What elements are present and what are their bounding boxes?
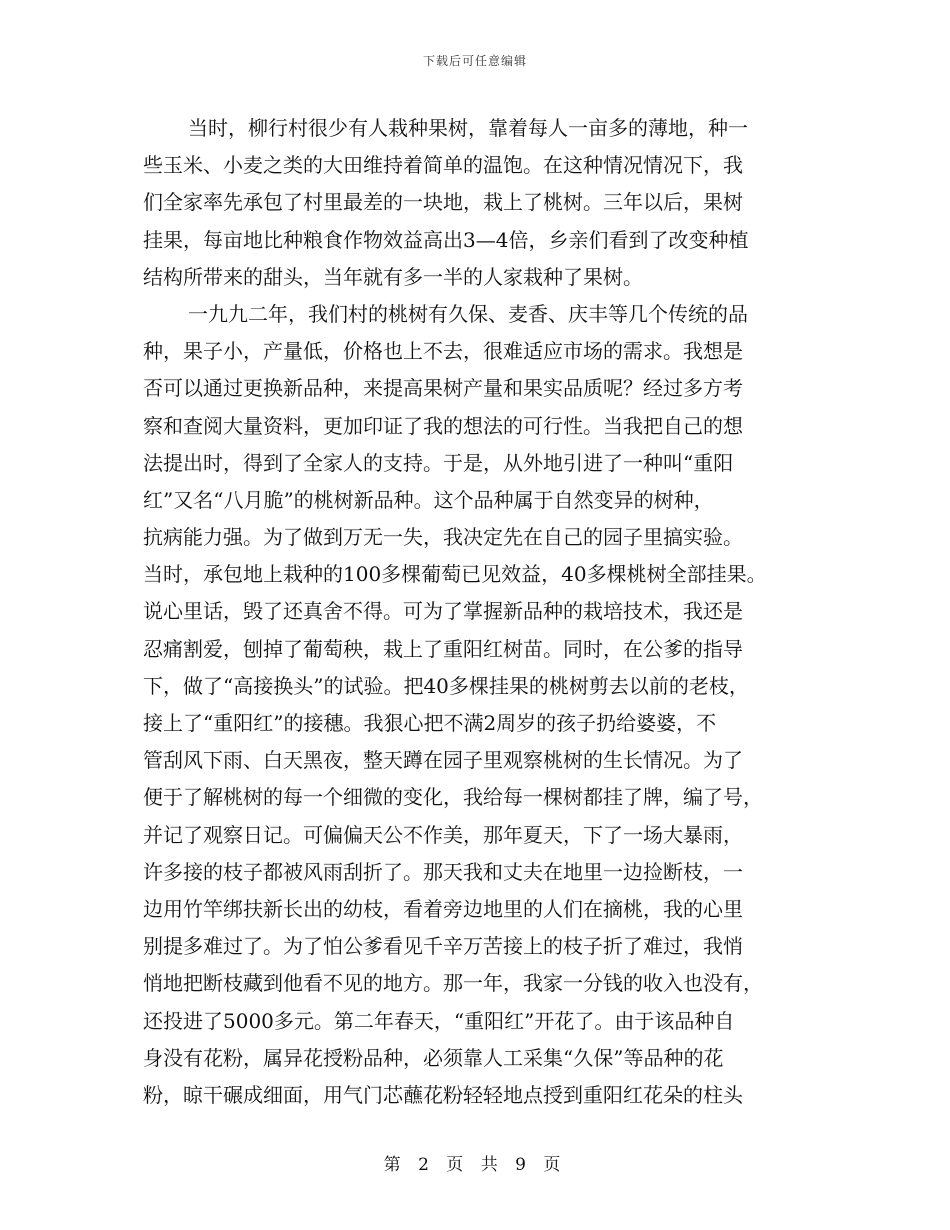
text-line-26: 身没有花粉，属异花授粉品种，必须靠人工采集“久保”等品种的花 [143,1045,724,1070]
text-line-9: 察和查阅大量资料，更加印证了我的想法的可行性。当我把自己的想 [143,413,743,438]
text-line-20: 并记了观察日记。可偏偏天公不作美，那年夏天，下了一场大暴雨， [143,822,743,847]
text-line-23: 别提多难过了。为了怕公爹看见千辛万苦接上的枝子折了难过，我悄 [143,934,743,959]
text-line-5: 结构所带来的甜头，当年就有多一半的人家栽种了果树。 [143,264,643,289]
text-line-8: 否可以通过更换新品种，来提高果树产量和果实品质呢？经过多方考 [143,376,743,401]
text-line-14: 说心里话，毁了还真舍不得。可为了掌握新品种的栽培技术，我还是 [143,599,743,624]
page-header: 下载后可任意编辑 [422,54,527,68]
text-line-15: 忍痛割爱，刨掉了葡萄秧，栽上了重阳红树苗。同时，在公爹的指导 [143,636,743,661]
text-line-19: 便于了解桃树的每一个细微的变化，我给每一棵树都挂了牌，编了号， [143,785,763,810]
text-line-2: 些玉米、小麦之类的大田维持着简单的温饱。在这种情况情况下，我 [143,153,743,178]
text-line-12: 抗病能力强。为了做到万无一失，我决定先在自己的园子里搞实验。 [143,525,743,550]
text-line-10: 法提出时，得到了全家人的支持。于是，从外地引进了一种叫“重阳 [143,450,734,475]
text-line-11: 红”又名“八月脆”的桃树新品种。这个品种属于自然变异的树种， [143,487,714,512]
text-line-21: 许多接的枝子都被风雨刮折了。那天我和丈夫在地里一边捡断枝，一 [143,859,743,884]
text-line-17: 接上了“重阳红”的接穗。我狠心把不满2周岁的孩子扔给婆婆，不 [143,711,717,735]
text-line-16: 下，做了“高接换头”的试验。把40多棵挂果的桃树剪去以前的老枝， [143,673,749,698]
text-line-27: 粉，晾干碾成细面，用气门芯蘸花粉轻轻地点授到重阳红花朵的柱头 [143,1082,743,1107]
text-line-7: 种，果子小，产量低，价格也上不去，很难适应市场的需求。我想是 [143,339,743,364]
text-line-4: 挂果，每亩地比种粮食作物效益高出3—4倍，乡亲们看到了改变种植 [143,227,749,252]
text-line-6: 一九九二年，我们村的桃树有久保、麦香、庆丰等几个传统的品 [188,301,748,326]
document-body [143,110,813,1114]
text-line-24: 悄地把断枝藏到他看不见的地方。那一年，我家一分钱的收入也没有， [143,971,763,996]
text-line-1: 当时，柳行村很少有人栽种果树，靠着每人一亩多的薄地，种一 [188,116,748,140]
text-line-22: 边用竹竿绑扶新长出的幼枝，看着旁边地里的人们在摘桃，我的心里 [143,896,743,921]
page-footer: 第 2 页 共 9 页 [383,1155,567,1175]
text-line-13: 当时，承包地上栽种的100多棵葡萄已见效益，40多棵桃树全部挂果。 [143,562,767,587]
text-line-3: 们全家率先承包了村里最差的一块地，栽上了桃树。三年以后，果树 [143,190,743,215]
text-line-25: 还投进了5000多元。第二年春天，“重阳红”开花了。由于该品种自 [143,1008,735,1033]
text-line-18: 管刮风下雨、白天黑夜，整天蹲在园子里观察桃树的生长情况。为了 [143,748,743,773]
